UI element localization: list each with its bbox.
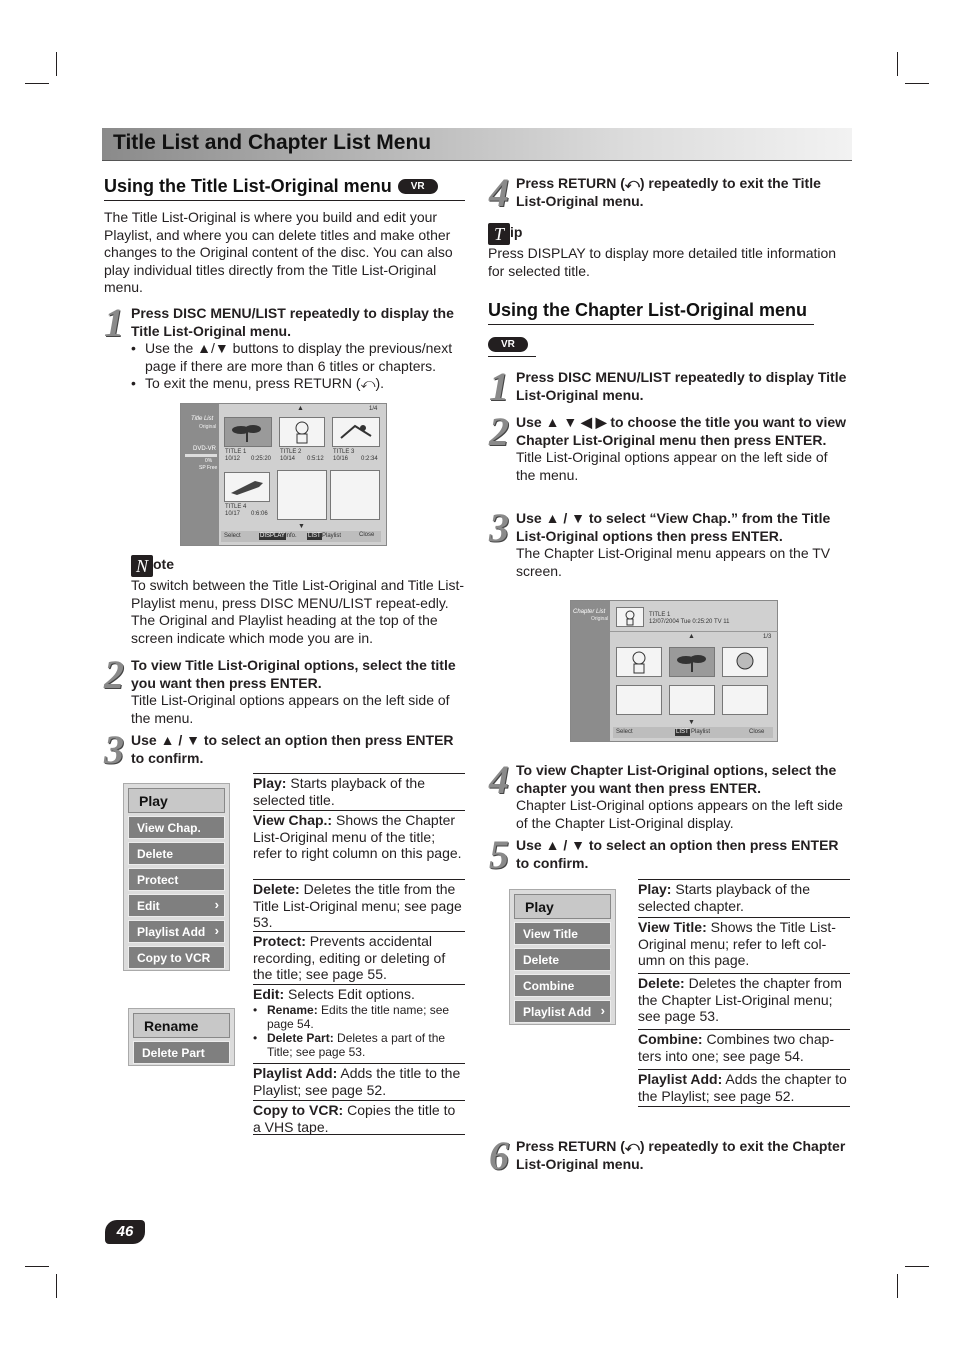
definition-row: Delete: Deletes the chapter from the Chapter List-Original menu; see page 53. — [638, 973, 850, 1029]
step-number: 6 — [489, 1133, 509, 1178]
bullet-item: • To exit the menu, press RETURN (⤺). — [131, 375, 465, 393]
chapter-step-4: To view Chapter List-Original options, select the chapter you want then press ENTER. Chapter List-Original options appears on the left side of the Chapter List-Original display. — [516, 762, 843, 831]
page-title-bar — [102, 128, 852, 161]
cartoon-character-icon — [333, 418, 379, 446]
baby-face-icon — [723, 648, 767, 676]
crop-mark — [905, 1266, 929, 1267]
crop-mark — [897, 1274, 898, 1298]
edit-submenu — [128, 1008, 235, 1066]
note-block: N ote To switch between the Title List-Original and Title List-Playlist menu, press DISC MENU/LIST repeat-edly. The Original and Playlist heading at the top of the screen indicate which mode you are in. — [131, 556, 465, 646]
menu-item-playlist-add[interactable]: Playlist Add › — [514, 1000, 611, 1023]
definition-row: View Title: Shows the Title List-Original menu; refer to left col-umn on this page. — [638, 917, 850, 973]
title-thumbnail[interactable] — [332, 417, 380, 447]
bullet-item: • Rename: Edits the title name; see page 54. — [253, 1003, 465, 1031]
chapter-list-screen: Chapter List Original TITLE 1 12/07/2004 Tue 0:25:20 TV 11 ▲ 1/3 ▼ Select LIST Playlist Close — [570, 600, 778, 742]
tip-icon: T — [488, 223, 510, 245]
title-thumbnail — [616, 607, 644, 627]
chapter-thumbnail[interactable] — [669, 647, 715, 677]
definition-row: Edit: Selects Edit options. • Rename: Edits the title name; see page 54. • Delete Part: Deletes a part of the Title; see page 53. — [253, 984, 465, 1063]
tip-block: T ip Press DISPLAY to display more detailed title information for selected title. — [488, 224, 837, 279]
definition-row: Combine: Combines two chap-ters into one; see page 54. — [638, 1029, 850, 1069]
screen-footer: Select DISPLAY Info. LIST Playlist Close — [221, 531, 381, 542]
chapter-step-6: Press RETURN (⤺) repeatedly to exit the Chapter List-Original menu. — [516, 1138, 846, 1172]
palm-tree-icon — [670, 648, 714, 676]
scroll-up-arrow[interactable]: ▲ — [688, 633, 695, 640]
note-icon: N — [131, 555, 153, 577]
vr-badge: VR — [398, 179, 438, 194]
menu-item-playlist-add[interactable]: Playlist Add › — [128, 920, 225, 943]
definition-row: Delete: Deletes the title from the Title List-Original menu; see page 53. — [253, 879, 465, 931]
section-heading-title-list: Using the Title List-Original menu VR — [104, 176, 465, 201]
crop-mark — [25, 1266, 49, 1267]
crop-mark — [897, 52, 898, 76]
page-number: 46 — [105, 1220, 145, 1244]
divider — [488, 356, 536, 357]
scroll-up-arrow[interactable]: ▲ — [297, 405, 304, 412]
screen-sidebar: Title List Original DVD-VR 0% SP Free — [181, 404, 219, 545]
menu-item-view-chap[interactable]: View Chap. — [128, 816, 225, 839]
menu-item-protect[interactable]: Protect — [128, 868, 225, 891]
definition-row: Protect: Prevents accidental recording, editing or deleting of the title; see page 55. — [253, 931, 465, 984]
intro-paragraph: The Title List-Original is where you build and edit your Playlist, and where you can delete titles and make other changes to the Original content of the disc. You can also play individual titles directly from the Title List-Original menu. — [104, 209, 453, 295]
step-number: 3 — [489, 505, 509, 550]
menu-item-copy-to-vcr[interactable]: Copy to VCR — [128, 946, 225, 969]
menu-item-edit[interactable]: Edit › — [128, 894, 225, 917]
step-2: To view Title List-Original options, select the title you want then press ENTER. Title List-Original options appears on the left side of the menu. — [131, 657, 456, 726]
title-list-screen: Title List Original DVD-VR 0% SP Free ▲ 1/4 TITLE 1 10/12 0:25:20 TITLE 2 10/14 0:5:12 TITLE 3 10/16 0:2:34 TITLE 4 10/17 0:6:06 ▼ Select DISPLAY Info. LIST Playlist Close — [180, 403, 387, 546]
step-number: 4 — [489, 757, 509, 802]
definition-row: Playlist Add: Adds the chapter to the Playlist; see page 52. — [638, 1069, 850, 1107]
divider — [610, 631, 778, 632]
disc-usage-bar — [185, 454, 217, 457]
crop-mark — [56, 1274, 57, 1298]
chapter-options-menu — [509, 889, 616, 1025]
menu-item-delete[interactable]: Delete — [514, 948, 611, 971]
chapter-thumbnail[interactable] — [722, 647, 768, 677]
menu-item-rename[interactable]: Rename — [133, 1013, 230, 1038]
step-1: Press DISC MENU/LIST repeatedly to display the Title List-Original menu. • Use the ▲/▼ buttons to display the previous/next page if there are more than 6 titles or chapters. • To exit the menu, press RETURN (⤺). — [131, 305, 465, 393]
chapter-step-3: Use ▲ / ▼ to select “View Chap.” from the Title List-Original options then press ENTER. The Chapter List-Original menu appears on the TV screen. — [516, 510, 831, 579]
chevron-right-icon: › — [600, 1003, 605, 1018]
bullet-item: • Use the ▲/▼ buttons to display the previous/next page if there are more than 6 titles or chapters. — [131, 340, 465, 375]
empty-thumbnail — [669, 685, 715, 715]
screen-footer: Select LIST Playlist Close — [613, 727, 773, 738]
step-number: 2 — [104, 652, 124, 697]
empty-thumbnail — [722, 685, 768, 715]
crop-mark — [25, 83, 49, 84]
chapter-step-5: Use ▲ / ▼ to select an option then press ENTER to confirm. — [516, 837, 839, 871]
step-number: 1 — [489, 364, 509, 409]
scroll-down-arrow[interactable]: ▼ — [688, 719, 695, 726]
menu-item-delete-part[interactable]: Delete Part — [133, 1041, 230, 1064]
crop-mark — [905, 83, 929, 84]
title-options-menu — [123, 783, 230, 971]
section-heading-chapter-list: Using the Chapter List-Original menu — [488, 300, 814, 325]
chevron-right-icon: › — [214, 897, 219, 912]
palm-tree-icon — [225, 418, 271, 446]
menu-item-delete[interactable]: Delete — [128, 842, 225, 865]
cartoon-dog-icon — [617, 608, 643, 626]
empty-thumbnail — [277, 470, 327, 520]
step-number: 5 — [489, 832, 509, 877]
title-options-definitions — [253, 773, 465, 1135]
chapter-thumbnail[interactable] — [616, 647, 662, 677]
definition-row: Play: Starts playback of the selected title. — [253, 773, 465, 810]
step-number: 4 — [489, 170, 509, 215]
vr-badge-row — [482, 337, 528, 355]
bullet-item: • Delete Part: Deletes a part of the Title; see page 53. — [253, 1031, 465, 1059]
step-number: 1 — [104, 300, 124, 345]
title-thumbnail[interactable] — [279, 417, 325, 447]
empty-thumbnail — [616, 685, 662, 715]
definition-row: View Chap.: Shows the Chapter List-Original menu of the title; refer to right column on this page. — [253, 810, 465, 879]
crop-mark — [56, 52, 57, 76]
menu-item-view-title[interactable]: View Title — [514, 922, 611, 945]
step-4: Press RETURN (⤺) repeatedly to exit the Title List-Original menu. — [516, 175, 821, 209]
chapter-step-2: Use ▲ ▼ ◀ ▶ to choose the title you want to view Chapter List-Original menu then press ENTER. Title List-Original options appear on the left side of the menu. — [516, 414, 847, 483]
scroll-down-arrow[interactable]: ▼ — [298, 523, 305, 530]
chapter-step-1: Press DISC MENU/LIST repeatedly to display Title List-Original menu. — [516, 369, 847, 403]
menu-item-combine[interactable]: Combine — [514, 974, 611, 997]
definition-row: Copy to VCR: Copies the title to a VHS tape. — [253, 1100, 465, 1135]
cartoon-dog-icon — [617, 648, 661, 676]
step-3: Use ▲ / ▼ to select an option then press ENTER to confirm. — [131, 732, 454, 766]
chapter-options-definitions — [638, 879, 850, 1107]
title-thumbnail[interactable] — [224, 472, 270, 502]
vr-badge: VR — [488, 337, 528, 352]
step-number: 3 — [104, 727, 124, 772]
page-title: Title List and Chapter List Menu — [113, 131, 432, 154]
space-shuttle-icon — [225, 473, 269, 501]
title-thumbnail[interactable] — [224, 417, 272, 447]
definition-row: Play: Starts playback of the selected chapter. — [638, 879, 850, 917]
chevron-right-icon: › — [214, 923, 219, 938]
definition-row: Playlist Add: Adds the title to the Playlist; see page 52. — [253, 1063, 465, 1100]
empty-thumbnail — [330, 470, 380, 520]
cartoon-dog-icon — [280, 418, 324, 446]
screen-sidebar: Chapter List Original — [571, 601, 610, 741]
menu-item-play[interactable]: Play — [514, 894, 611, 919]
menu-item-play[interactable]: Play — [128, 788, 225, 813]
step-number: 2 — [489, 409, 509, 454]
